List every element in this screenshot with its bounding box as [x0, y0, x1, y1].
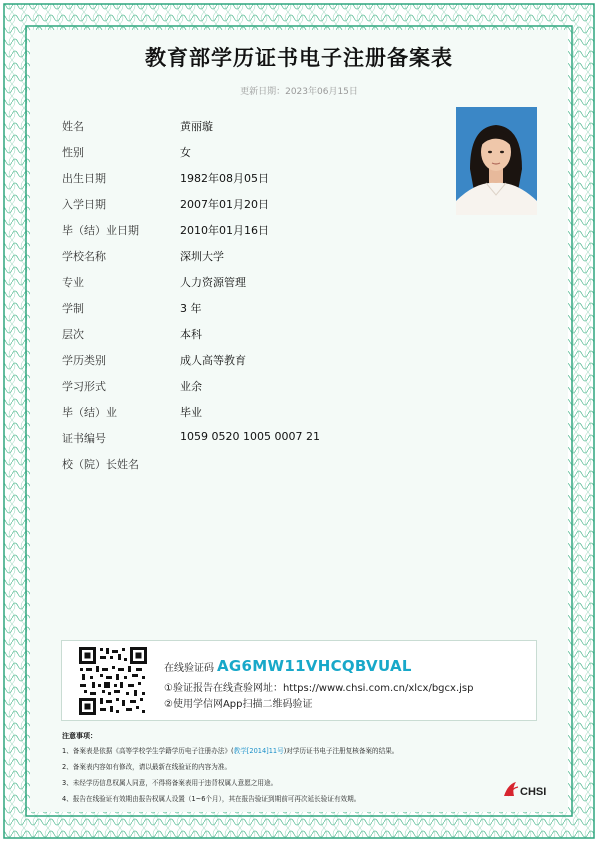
field-value-education-type: 成人高等教育 [180, 354, 246, 367]
page-title: 教育部学历证书电子注册备案表 [145, 46, 453, 70]
field-label-school: 学校名称 [62, 250, 106, 263]
field-label-president-name: 校（院）长姓名 [62, 458, 139, 471]
field-value-major: 人力资源管理 [180, 276, 246, 289]
note-1-prefix: 1、备案表是依据《高等学校学生学籍学历电子注册办法》( [62, 747, 234, 755]
field-value-study-mode: 业余 [180, 380, 202, 393]
note-1-suffix: )对学历证书电子注册复核备案的结果。 [283, 747, 399, 755]
verification-code-row [164, 657, 412, 675]
field-label-name: 姓名 [62, 120, 84, 133]
verification-code: AG6MW11VHCQBVUAL [217, 657, 412, 675]
chsi-logo [502, 778, 554, 800]
field-value-school: 深圳大学 [180, 250, 224, 263]
field-label-level: 层次 [62, 328, 84, 341]
verification-app-line: ②使用学信网App扫描二维码验证 [164, 699, 313, 710]
note-1-link: 教学[2014]11号 [233, 747, 284, 755]
field-label-duration: 学制 [62, 302, 84, 315]
field-label-certificate-number: 证书编号 [62, 432, 106, 445]
qr-code [78, 646, 148, 716]
field-label-gender: 性别 [62, 146, 84, 159]
field-value-graduation-date: 2010年01月16日 [180, 224, 269, 237]
update-date: 更新日期：2023年06月15日 [240, 87, 358, 97]
verification-code-label: 在线验证码 [164, 663, 214, 674]
field-label-major: 专业 [62, 276, 84, 289]
field-label-enrollment-date: 入学日期 [62, 198, 106, 211]
field-label-graduation-date: 毕（结）业日期 [62, 224, 139, 237]
field-label-study-mode: 学习形式 [62, 380, 106, 393]
field-value-name: 黄丽璇 [180, 120, 213, 133]
field-label-birthdate: 出生日期 [62, 172, 106, 185]
field-label-completion: 毕（结）业 [62, 406, 117, 419]
note-1 [62, 745, 398, 755]
notes-title: 注意事项： [62, 732, 97, 740]
field-value-completion: 毕业 [180, 406, 202, 419]
student-photo [456, 107, 537, 215]
field-value-birthdate: 1982年08月05日 [180, 172, 269, 185]
field-value-level: 本科 [180, 328, 202, 341]
note-3: 3、未经学历信息权属人同意，不得将备案表用于违背权属人意愿之用途。 [62, 779, 278, 787]
field-value-certificate-number: 1059 0520 1005 0007 21 [180, 430, 320, 443]
field-value-duration: 3 年 [180, 302, 202, 315]
field-label-education-type: 学历类别 [62, 354, 106, 367]
field-value-gender: 女 [180, 146, 191, 159]
note-4: 4、报告在线验证有效期由报告权属人设置（1~6个月），其在报告验证到期前可再次延长验证有效期。 [62, 795, 361, 803]
verification-url-line: ①验证报告在线查验网址：https://www.chsi.com.cn/xlcx/bgcx.jsp [164, 683, 474, 694]
note-2: 2、备案表内容如有修改，请以最新在线验证的内容为准。 [62, 763, 232, 771]
field-value-enrollment-date: 2007年01月20日 [180, 198, 269, 211]
chsi-logo-text: CHSI [520, 786, 547, 798]
